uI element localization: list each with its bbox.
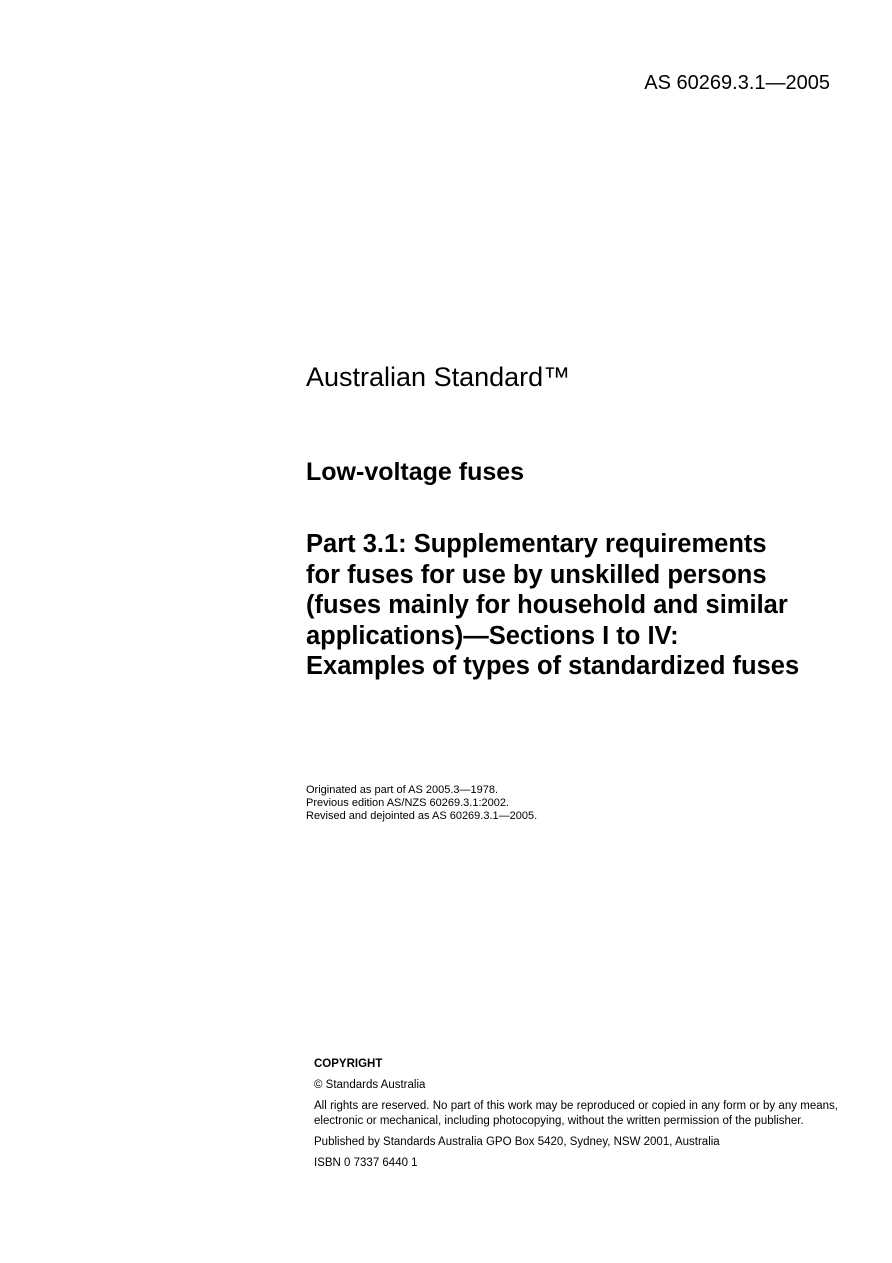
history-line: Revised and dejointed as AS 60269.3.1—2005. (306, 810, 538, 822)
history-line: Previous edition AS/NZS 60269.3.1:2002. (306, 797, 510, 809)
copyright-owner: © Standards Australia (314, 1079, 426, 1091)
document-number: AS 60269.3.1—2005 (644, 72, 830, 94)
publisher-line: Published by Standards Australia GPO Box 5420, Sydney, NSW 2001, Australia (314, 1136, 720, 1148)
edition-history (306, 784, 537, 823)
history-line: Originated as part of AS 2005.3—1978. (306, 784, 499, 796)
copyright-block (314, 1057, 838, 1171)
part-title-line: for fuses for use by unskilled persons (306, 560, 767, 589)
isbn-line: ISBN 0 7337 6440 1 (314, 1157, 418, 1169)
rights-statement: All rights are reserved. No part of this work may be reproduced or copied in any form or by any means, electronic or mechanical, including photocopying, without the written permission of the publisher. (314, 1100, 838, 1127)
part-title-line: Examples of types of standardized fuses (306, 652, 800, 680)
copyright-heading: COPYRIGHT (314, 1058, 383, 1070)
part-title-line: applications)—Sections I to IV: (306, 621, 679, 650)
standard-title: Low-voltage fuses (306, 458, 525, 486)
part-title (306, 529, 866, 682)
series-title: Australian Standard™ (306, 362, 571, 392)
part-title-line: Part 3.1: Supplementary requirements (306, 530, 767, 558)
part-title-line: (fuses mainly for household and similar (306, 591, 788, 619)
